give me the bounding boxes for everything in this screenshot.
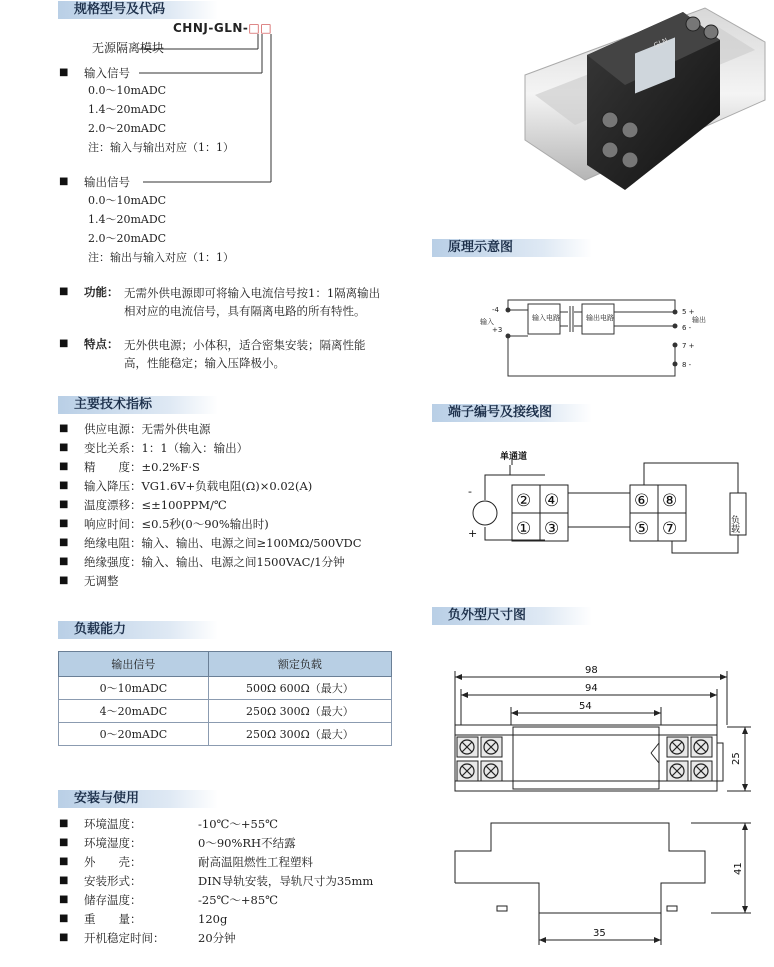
terminal-6: ⑥ [634, 491, 650, 511]
wiring-diagram [460, 445, 760, 565]
model-code-box-2: □ [260, 21, 273, 35]
load-signal-cell: 4～20mADC [59, 700, 209, 723]
install-row-value: 0～90%RH不结露 [198, 836, 296, 850]
section-header-dims: 负外型尺寸图 [432, 607, 592, 625]
install-row-label: ■ 开机稳定时间： [84, 929, 165, 948]
load-value-cell: 250Ω 300Ω（最大） [208, 723, 391, 746]
tech-row-value: ±0.2%F·S [141, 460, 200, 474]
principle-pin-7: 7 + [682, 342, 695, 350]
product-photo [515, 0, 774, 210]
tech-row [84, 477, 312, 496]
load-signal-cell: 0～20mADC [59, 723, 209, 746]
terminal-1: ① [516, 519, 532, 539]
model-code-text: CHNJ-GLN- [173, 21, 249, 35]
feature-text: 无外供电源；小体积，适合密集安装；隔离性能高，性能稳定；输入压降极小。 [124, 338, 366, 370]
terminal-3: ③ [544, 519, 560, 539]
dim-98: 98 [585, 665, 598, 676]
input-signal-1: 0.0～10mADC [88, 84, 167, 97]
output-signal-note: 注：输出与输入对应（1：1） [88, 251, 234, 264]
tech-row [84, 439, 248, 458]
tech-row [84, 496, 227, 515]
principle-box-in: 输入电路 [532, 314, 560, 322]
tech-row-label: 输入降压： [84, 479, 142, 493]
tech-row-value: 1：1（输入：输出） [141, 441, 249, 455]
output-signal-1: 0.0～10mADC [88, 194, 167, 207]
output-signal-2: 1.4～20mADC [88, 213, 167, 226]
tech-row-label: 无调整 [84, 574, 119, 588]
tech-row-label: 响应时间： [84, 517, 142, 531]
install-row-value: 耐高温阻燃性工程塑料 [198, 855, 313, 869]
install-row-value: -10℃～+55℃ [198, 817, 279, 831]
load-value-cell: 500Ω 600Ω（最大） [208, 677, 391, 700]
input-signal-note: 注：输入与输出对应（1：1） [88, 141, 234, 154]
terminal-8: ⑧ [662, 491, 678, 511]
terminal-2: ② [516, 491, 532, 511]
tech-row-label: 供应电源： [84, 422, 142, 436]
tech-row-label: 绝缘电阻： [84, 536, 142, 550]
tech-row-label: 温度漂移： [84, 498, 142, 512]
principle-pin-4: -4 [492, 306, 499, 314]
photo-label: GLN [652, 36, 670, 50]
tech-row-value: VG1.6V+负载电阻(Ω)×0.02(A) [141, 479, 313, 493]
load-col-load: 额定负载 [208, 652, 391, 677]
load-table-header-row [59, 652, 392, 677]
tech-row-value: ≤0.5秒(0～90%输出时) [141, 517, 269, 531]
section-header-install: 安装与使用 [58, 790, 218, 808]
wiring-minus: - [468, 485, 472, 498]
module-label: 无源隔离模块 [92, 41, 165, 55]
section-header-tech: 主要技术指标 [58, 396, 218, 414]
output-signal-title: ■ 输出信号 [84, 174, 130, 190]
install-row-label: ■ 重 量： [84, 910, 142, 929]
load-col-signal: 输出信号 [59, 652, 209, 677]
section-header-principle: 原理示意图 [432, 239, 592, 257]
tech-row [84, 420, 211, 439]
section-header-load: 负载能力 [58, 621, 218, 639]
principle-output-label: 输出 [692, 316, 706, 324]
principle-pin-8: 8 - [682, 361, 692, 369]
section-header-wiring: 端子编号及接线图 [432, 404, 592, 422]
tech-row-value: 输入、输出、电源之间1500VAC/1分钟 [141, 555, 345, 569]
dim-35: 35 [593, 928, 606, 939]
tech-row-value: ≤±100PPM/℃ [141, 498, 227, 512]
output-signal-3: 2.0～20mADC [88, 232, 167, 245]
function-text: 无需外供电源即可将输入电流信号按1：1隔离输出相对应的电流信号，具有隔离电路的所有特性。 [124, 286, 381, 318]
table-row [59, 700, 392, 723]
load-value-cell: 250Ω 300Ω（最大） [208, 700, 391, 723]
install-row-value: -25℃～+85℃ [198, 893, 279, 907]
input-signal-3: 2.0～20mADC [88, 122, 167, 135]
table-row [59, 677, 392, 700]
tech-row-label: 变比关系： [84, 441, 142, 455]
model-code-box-1: □ [248, 21, 261, 35]
install-row-label: ■ 外 壳： [84, 853, 142, 872]
dimension-drawing [445, 655, 760, 950]
install-row-value: 120g [198, 912, 228, 926]
dim-54: 54 [579, 701, 592, 712]
tech-row-label: 精 度： [84, 460, 142, 474]
tech-row [84, 534, 362, 553]
terminal-7: ⑦ [662, 519, 678, 539]
table-row [59, 723, 392, 746]
principle-pin-5: 5 + [682, 308, 695, 316]
tech-row [84, 515, 269, 534]
terminal-5: ⑤ [634, 519, 650, 539]
install-row-label: ■ 安装形式： [84, 872, 142, 891]
input-signal-title: ■ 输入信号 [84, 65, 130, 81]
principle-pin-3: +3 [492, 326, 503, 334]
tech-row [84, 572, 119, 591]
dim-41: 41 [733, 862, 744, 875]
wiring-load-label: 负载 [729, 515, 739, 533]
wiring-channel-label: 单通道 [500, 452, 528, 462]
tech-row-value: 输入、输出、电源之间≥100MΩ/500VDC [141, 536, 362, 550]
install-row-value: DIN导轨安装，导轨尺寸为35mm [198, 874, 374, 888]
input-signal-2: 1.4～20mADC [88, 103, 167, 116]
dim-94: 94 [585, 683, 598, 694]
section-header-model: 规格型号及代码 [58, 1, 218, 19]
terminal-4: ④ [544, 491, 560, 511]
tech-row [84, 553, 345, 572]
install-row-label: ■ 储存温度： [84, 891, 142, 910]
install-row-label: ■ 环境温度： [84, 815, 142, 834]
principle-pin-6: 6 - [682, 324, 692, 332]
load-table [58, 651, 392, 746]
principle-box-out: 输出电路 [586, 314, 614, 322]
dim-25: 25 [731, 752, 742, 765]
function-label: ■ 功能： [84, 284, 119, 300]
tech-row-label: 绝缘强度： [84, 555, 142, 569]
wiring-plus: + [468, 527, 478, 540]
tech-row-value: 无需外供电源 [141, 422, 211, 436]
install-row-value: 20分钟 [198, 931, 236, 945]
load-signal-cell: 0～10mADC [59, 677, 209, 700]
tech-row [84, 458, 200, 477]
feature-label: ■ 特点： [84, 336, 119, 352]
principle-diagram [470, 290, 730, 385]
principle-input-label: 输入 [480, 318, 494, 326]
install-row-label: ■ 环境湿度： [84, 834, 142, 853]
